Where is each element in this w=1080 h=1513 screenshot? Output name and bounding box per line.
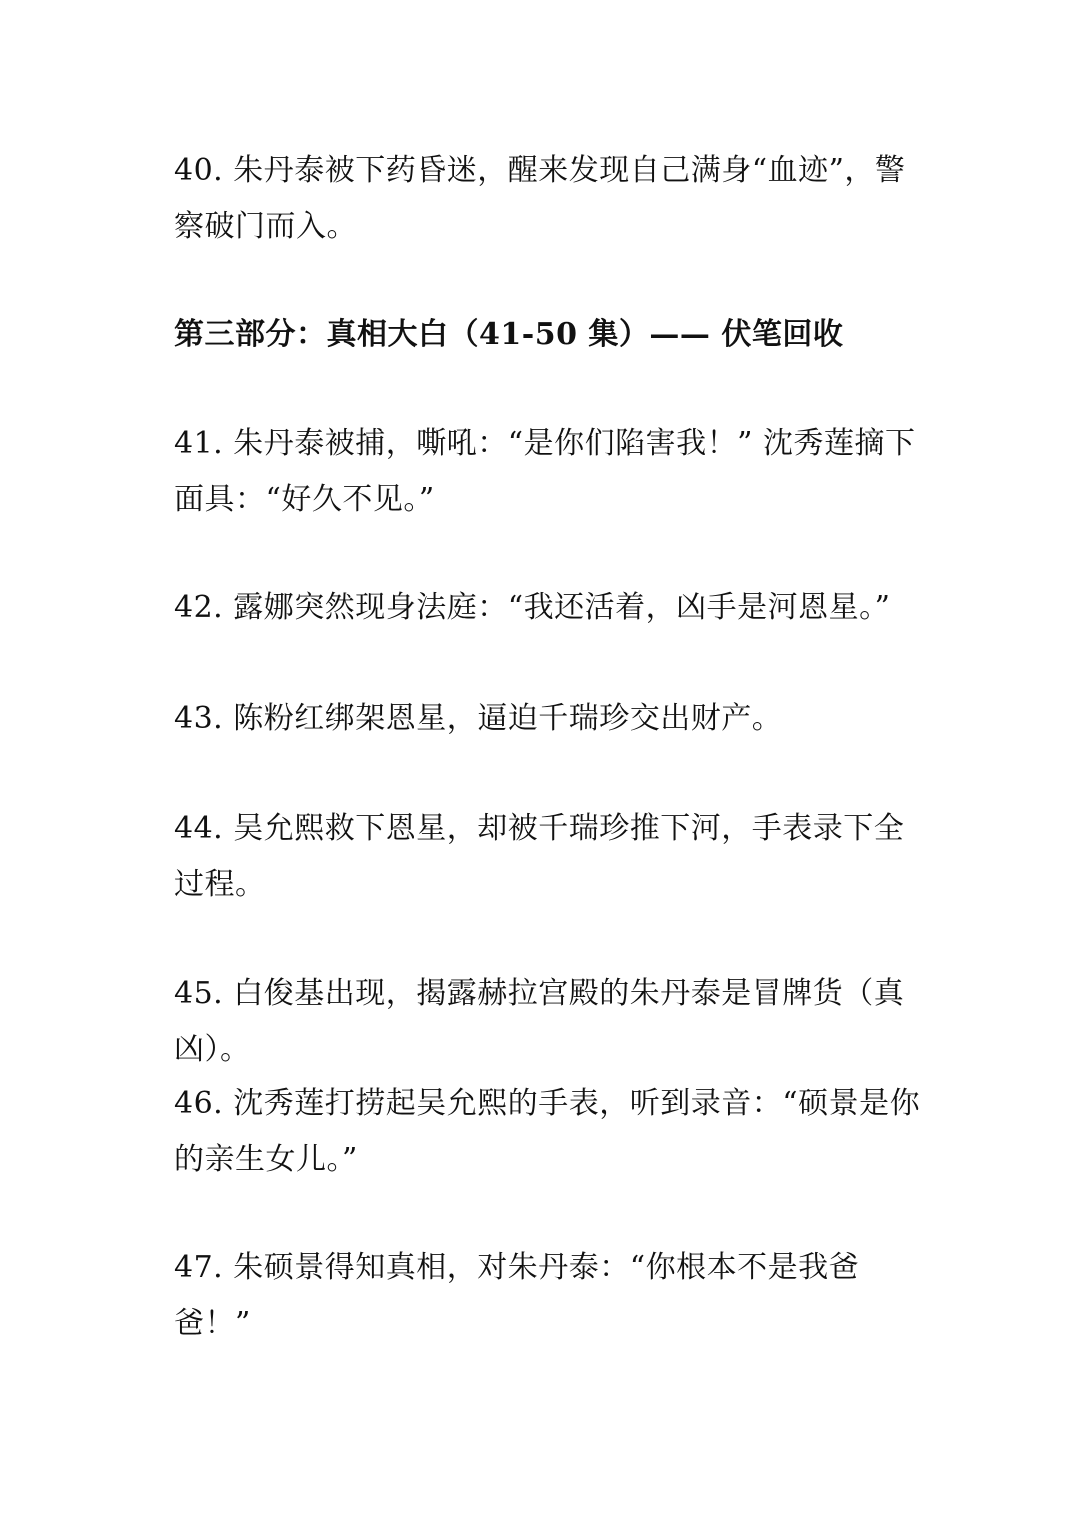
list-item-42: 42. 露娜突然现身法庭：“我还活着，凶手是河恩星。” [174,590,891,625]
list-item-44: 44. 吴允熙救下恩星，却被千瑞珍推下河，手表录下全过程。 [174,811,905,902]
section-heading: 第三部分：真相大白（41-50 集）—— 伏笔回收 [174,317,844,352]
list-item-41: 41. 朱丹泰被捕，嘶吼：“是你们陷害我！” 沈秀莲摘下面具：“好久不见。” [174,426,916,517]
list-item-43: 43. 陈粉红绑架恩星，逼迫千瑞珍交出财产。 [174,701,783,736]
list-item-46: 46. 沈秀莲打捞起吴允熙的手表，听到录音：“硕景是你的亲生女儿。” [174,1086,921,1177]
list-item-47: 47. 朱硕景得知真相，对朱丹泰：“你根本不是我爸爸！” [174,1250,860,1341]
list-item-40: 40. 朱丹泰被下药昏迷，醒来发现自己满身“血迹”，警察破门而入。 [174,153,906,244]
list-item-45: 45. 白俊基出现，揭露赫拉宫殿的朱丹泰是冒牌货（真凶）。 [174,976,905,1067]
